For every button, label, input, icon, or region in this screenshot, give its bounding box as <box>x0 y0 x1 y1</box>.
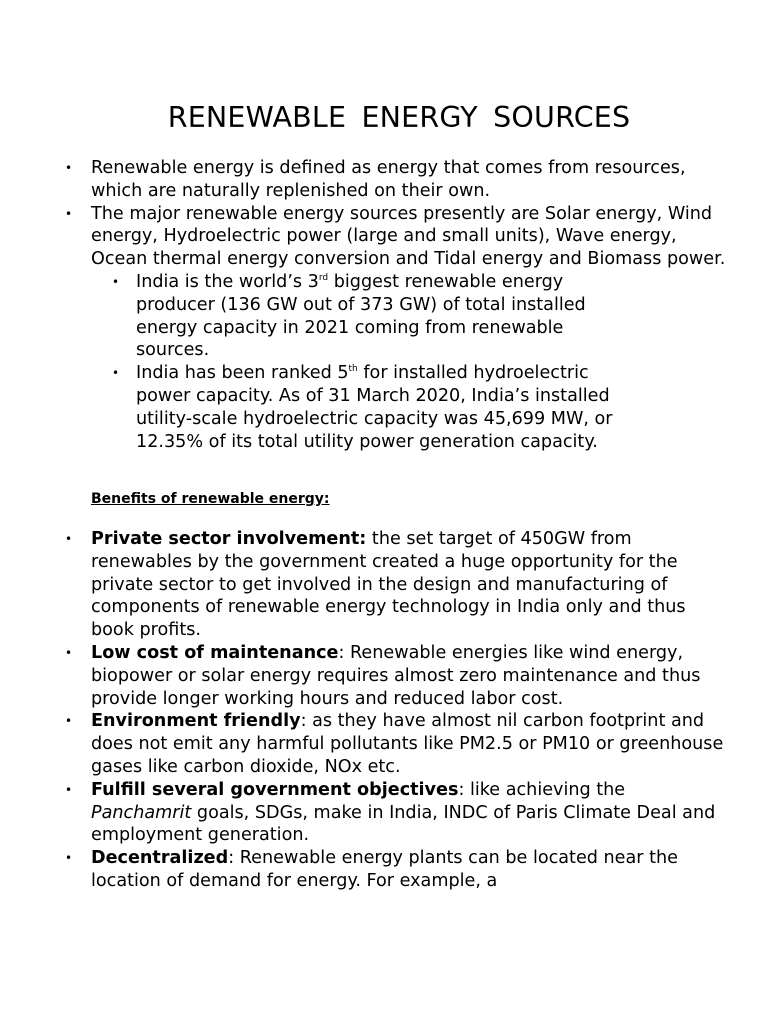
ordinal-suffix: rd <box>318 272 329 283</box>
benefits-list <box>91 528 731 893</box>
benefit-text: : as they have almost nil carbon footprint and does not emit any harmful pollutants like PM2.5 or PM10 or greenhouse gases like carbon dioxide, NOx etc. <box>91 711 724 777</box>
india-point-text: India is the world’s 3 <box>136 271 319 292</box>
benefit-term: Fulfill several government objectives <box>91 779 459 800</box>
benefit-italic-term: Panchamrit <box>91 802 192 823</box>
benefit-term: Private sector involvement: <box>91 529 367 549</box>
list-item <box>91 779 731 847</box>
list-item <box>91 710 731 778</box>
sublist-item <box>136 271 636 362</box>
india-point-text: biggest renewable energy producer (136 GW out of 373 GW) of total installed energy capacity in 2021 coming from renewable sources. <box>136 271 586 361</box>
sublist-item <box>136 362 636 453</box>
list-item <box>91 847 731 893</box>
list-item <box>91 157 731 203</box>
intro-point-text: Renewable energy is defined as energy that comes from resources, which are naturally replenished on their own. <box>91 158 686 201</box>
page-title: RENEWABLE ENERGY SOURCES <box>167 101 631 134</box>
india-sublist <box>136 271 636 453</box>
benefit-term: Decentralized <box>91 848 229 869</box>
india-point-text: India has been ranked 5 <box>136 363 349 384</box>
list-item <box>91 203 731 454</box>
benefit-text: : Renewable energies like wind energy, biopower or solar energy requires almost zero maintenance and thus provide longer working hours and reduced labor cost. <box>91 642 701 709</box>
benefit-text: : like achieving the <box>458 779 626 800</box>
intro-list <box>91 157 731 453</box>
benefit-term: Environment friendly <box>91 711 301 732</box>
benefit-text: goals, SDGs, make in India, INDC of Paris Climate Deal and employment generation. <box>91 802 716 846</box>
ordinal-suffix: th <box>348 364 358 375</box>
benefit-text: the set target of 450GW from renewables by the government created a huge opportunity for the private sector to get involved in the design and manufacturing of components of renewable energy technology in India only and thus book profits. <box>91 529 686 641</box>
list-item <box>91 528 731 642</box>
intro-point-text: The major renewable energy sources presently are Solar energy, Wind energy, Hydroelectric power (large and small units), Wave energy, Ocean thermal energy conversion and Tidal energy and Biomass power. <box>91 203 726 270</box>
india-point-text: for installed hydroelectric power capacity. As of 31 March 2020, India’s installed utility-scale hydroelectric capacity was 45,699 MW, or 12.35% of its total utility power generation capacity. <box>136 363 613 452</box>
benefit-text: : Renewable energy plants can be located near the location of demand for energy. For example, a <box>91 848 678 891</box>
list-item <box>91 642 731 710</box>
benefits-heading: Benefits of renewable energy: <box>91 491 330 507</box>
benefit-term: Low cost of maintenance <box>91 642 339 663</box>
